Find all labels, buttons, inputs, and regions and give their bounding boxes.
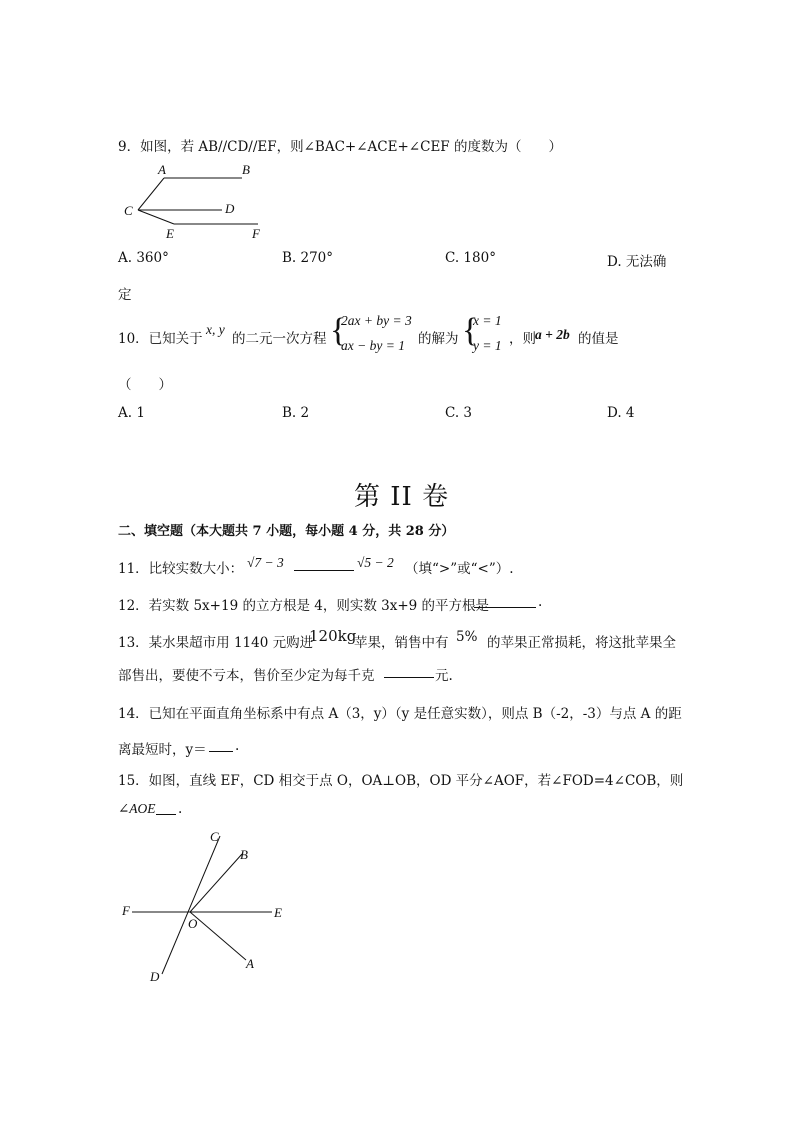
q13-line1a: 13．某水果超市用 1140 元购进	[118, 635, 314, 651]
q9-option-b: B. 270°	[282, 250, 334, 266]
q11-prefix: 11．比较实数大小：	[118, 561, 244, 577]
q10-option-a: A. 1	[118, 405, 145, 421]
q10-prefix: 10．已知关于	[118, 331, 203, 347]
q10-system-brace: {	[330, 312, 347, 349]
q10-mid3: ，则	[509, 331, 536, 347]
q9-stem: 9．如图，若 AB//CD//EF，则∠BAC+∠ACE+∠CEF 的度数为（ ）	[118, 139, 562, 155]
q15-label-a: A	[246, 956, 254, 971]
q11-suffix: （填“>”或“<”）.	[405, 561, 514, 577]
q15-line1: 15．如图，直线 EF，CD 相交于点 O，OA⊥OB，OD 平分∠AOF，若∠FOD=4∠COB，则	[118, 773, 684, 789]
q13-line1c: 的苹果正常损耗，将这批苹果全	[487, 635, 676, 651]
q10-option-d: D. 4	[607, 405, 635, 421]
q10-option-b: B. 2	[282, 405, 310, 421]
q10-sol2: y = 1	[473, 338, 502, 353]
q14-line1: 14．已知在平面直角坐标系中有点 A（3，y）（y 是任意实数），则点 B（-2，-3）与点 A 的距	[118, 706, 682, 722]
q10-mid1: 的二元一次方程	[232, 331, 327, 347]
q15-line2end: .	[178, 801, 183, 817]
q10-option-c: C. 3	[445, 405, 473, 421]
q10-expr: a + 2b	[535, 327, 570, 342]
q9-option-d: D. 无法确	[607, 254, 667, 270]
q10-suffix: 的值是	[578, 331, 619, 347]
q9-label-d: D	[225, 201, 235, 216]
q10-solution-brace: {	[462, 312, 479, 349]
q13-line2end: 元.	[435, 668, 453, 684]
q15-label-b: B	[240, 847, 248, 862]
q10-vars: x, y	[206, 322, 225, 337]
q11-answer-blank[interactable]	[294, 556, 354, 571]
q13-qty: 120kg	[309, 627, 357, 645]
q9-option-c: C. 180°	[445, 250, 496, 266]
q14-answer-blank[interactable]	[209, 737, 233, 752]
q9-label-f: F	[252, 226, 260, 241]
q10-sol1: x = 1	[473, 313, 502, 328]
q13-line2: 部售出，要使不亏本，售价至少定为每千克	[118, 668, 375, 684]
q11-expr2: √5 − 2	[357, 555, 394, 570]
q15-label-f: F	[122, 903, 130, 918]
q10-eq2: ax − by = 1	[341, 338, 405, 353]
q15-figure	[118, 826, 298, 986]
q15-label-c: C	[210, 829, 219, 844]
q9-figure	[118, 160, 278, 242]
q15-label-e: E	[274, 905, 282, 920]
q13-line1b: 苹果，销售中有	[354, 635, 449, 651]
q9-label-e: E	[166, 226, 174, 241]
q12-end: .	[538, 594, 543, 610]
q10-eq1: 2ax + by = 3	[341, 313, 412, 328]
q15-line2: ∠AOE	[118, 801, 156, 816]
q12-answer-blank[interactable]	[474, 593, 536, 608]
q13-pct: 5%	[456, 629, 478, 645]
q9-label-a: A	[158, 162, 166, 177]
q13-answer-blank[interactable]	[384, 663, 434, 678]
q15-label-o: O	[188, 916, 198, 931]
q15-label-d: D	[150, 969, 160, 984]
q11-expr1: √7 − 3	[247, 555, 284, 570]
section-heading: 二、填空题（本大题共 7 小题，每小题 4 分，共 28 分）	[118, 524, 455, 539]
q9-option-a: A. 360°	[118, 250, 169, 266]
q10-mid2: 的解为	[418, 331, 459, 347]
q10-answer-paren: （ ）	[118, 377, 172, 393]
section-title: 第 II 卷	[354, 482, 450, 512]
q14-line2: 离最短时，y＝	[118, 742, 207, 758]
q14-line2end: .	[235, 738, 240, 754]
q9-label-c: C	[124, 203, 133, 218]
q9-label-b: B	[242, 162, 250, 177]
q9-option-d-wrap: 定	[118, 287, 132, 303]
q15-answer-blank[interactable]	[156, 800, 176, 815]
q12-text: 12．若实数 5x+19 的立方根是 4，则实数 3x+9 的平方根是	[118, 598, 490, 614]
